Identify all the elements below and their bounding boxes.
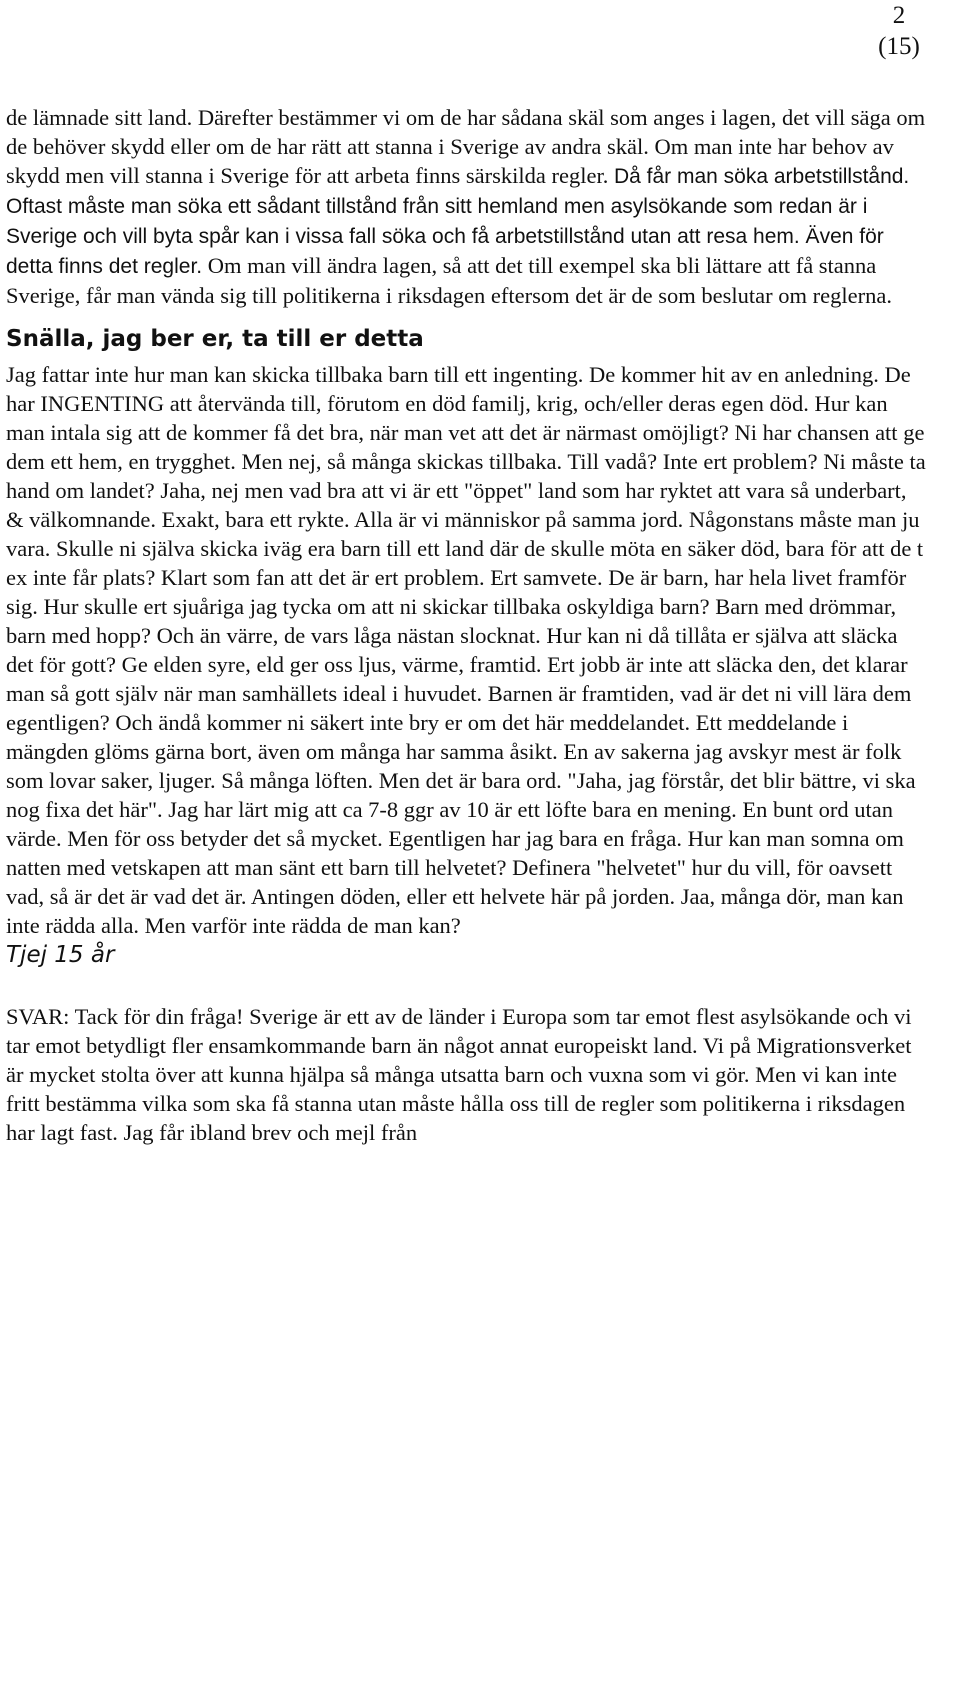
intro-text-serif-end: Om man vill ändra lagen, så att det till exempel ska bli lättare att få stanna Sverige, får man vända sig till politikerna i riksdagen eftersom det är de som beslutar om reglerna. (6, 253, 892, 308)
answer-paragraph: SVAR: Tack för din fråga! Sverige är ett av de länder i Europa som tar emot flest asylsökande och vi tar emot betydligt fler ensamkommande barn än något annat europeiskt land. Vi på Migrationsverket är mycket stolta över att kunna hjälpa så många utsatta barn och vuxna som vi gör. Men vi kan inte fritt bestämma vilka som ska få stanna utan måste hålla oss till de regler som politikerna i riksdagen har lagt fast. Jag får ibland brev och mejl från (6, 1004, 912, 1145)
intro-paragraph (6, 103, 926, 310)
intro-text-serif: de lämnade sitt land. Därefter bestämmer vi om de har sådana skäl som anges i lagen, det vill säga om de behöver skydd eller om de har rätt att stanna i Sverige av andra skäl. Om man inte har behov av skydd men vill stanna i Sverige för att arbeta finns särskilda regler. (6, 105, 926, 188)
intro-text-sans: Då får man söka arbetstillstånd. Oftast måste man söka ett sådant tillstånd från sitt hemland men asylsökande som redan är i Sverige och vill byta spår kan i vissa fall söka och få arbetstillstånd utan att resa hem. Även för detta finns det regler. (6, 165, 910, 278)
page-number: 2 (15) (878, 2, 920, 60)
letter-signature: Tjej 15 år (6, 942, 115, 968)
document-body (6, 103, 926, 1147)
letter-body: Jag fattar inte hur man kan skicka tillbaka barn till ett ingenting. De kommer hit av en anledning. De har INGENTING att återvända till, förutom en död familj, krig, och/eller deras egen död. Hur kan man intala sig att de kommer få det bra, när man vet att det är närmast omöjligt? Ni har chansen att ge dem ett hem, en trygghet. Men nej, så många skickas tillbaka. Till vadå? Inte ert problem? Ni måste ta hand om landet? Jaha, nej men vad bra att vi är ett "öppet" land som har ryktet att vara så underbart, & välkomnande. Exakt, bara ett rykte. Alla är vi människor på samma jord. Någonstans måste man ju vara. Skulle ni själva skicka iväg era barn till ett land där de skulle möta en säker död, bara för att de t ex inte får plats? Klart som fan att det är ert problem. Ert samvete. De är barn, har hela livet framför sig. Hur skulle ert sjuåriga jag tycka om att ni skickar tillbaka oskyldiga barn? Barn med drömmar, barn med hopp? Och än värre, de vars låga nästan slocknat. Hur kan ni då tillåta er själva att släcka det för gott? Ge elden syre, eld ger oss ljus, värme, framtid. Ert jobb är inte att släcka den, det klarar man så gott själv när man samhällets ideal i huvudet. Barnen är framtiden, vad är det ni vill lära dem egentligen? Och ändå kommer ni säkert inte bry er om det här meddelandet. Ett meddelande i mängden glöms gärna bort, även om många har samma åsikt. En av sakerna jag avskyr mest är folk som lovar saker, ljuger. Så många löften. Men det är bara ord. "Jaha, jag förstår, det blir bättre, vi ska nog fixa det här". Jag har lärt mig att ca 7-8 ggr av 10 är ett löfte bara en mening. En bunt ord utan värde. Men för oss betyder det så mycket. Egentligen har jag bara en fråga. Hur kan man somna om natten med vetskapen att man sänt ett barn till helvetet? Definera "helvetet" hur du vill, för oavsett vad, så är det är vad det är. Antingen döden, eller ett helvete här på jorden. Jaa, många dör, man kan inte rädda alla. Men varför inte rädda de man kan? (6, 362, 926, 938)
letter-heading: Snälla, jag ber er, ta till er detta (6, 326, 424, 352)
